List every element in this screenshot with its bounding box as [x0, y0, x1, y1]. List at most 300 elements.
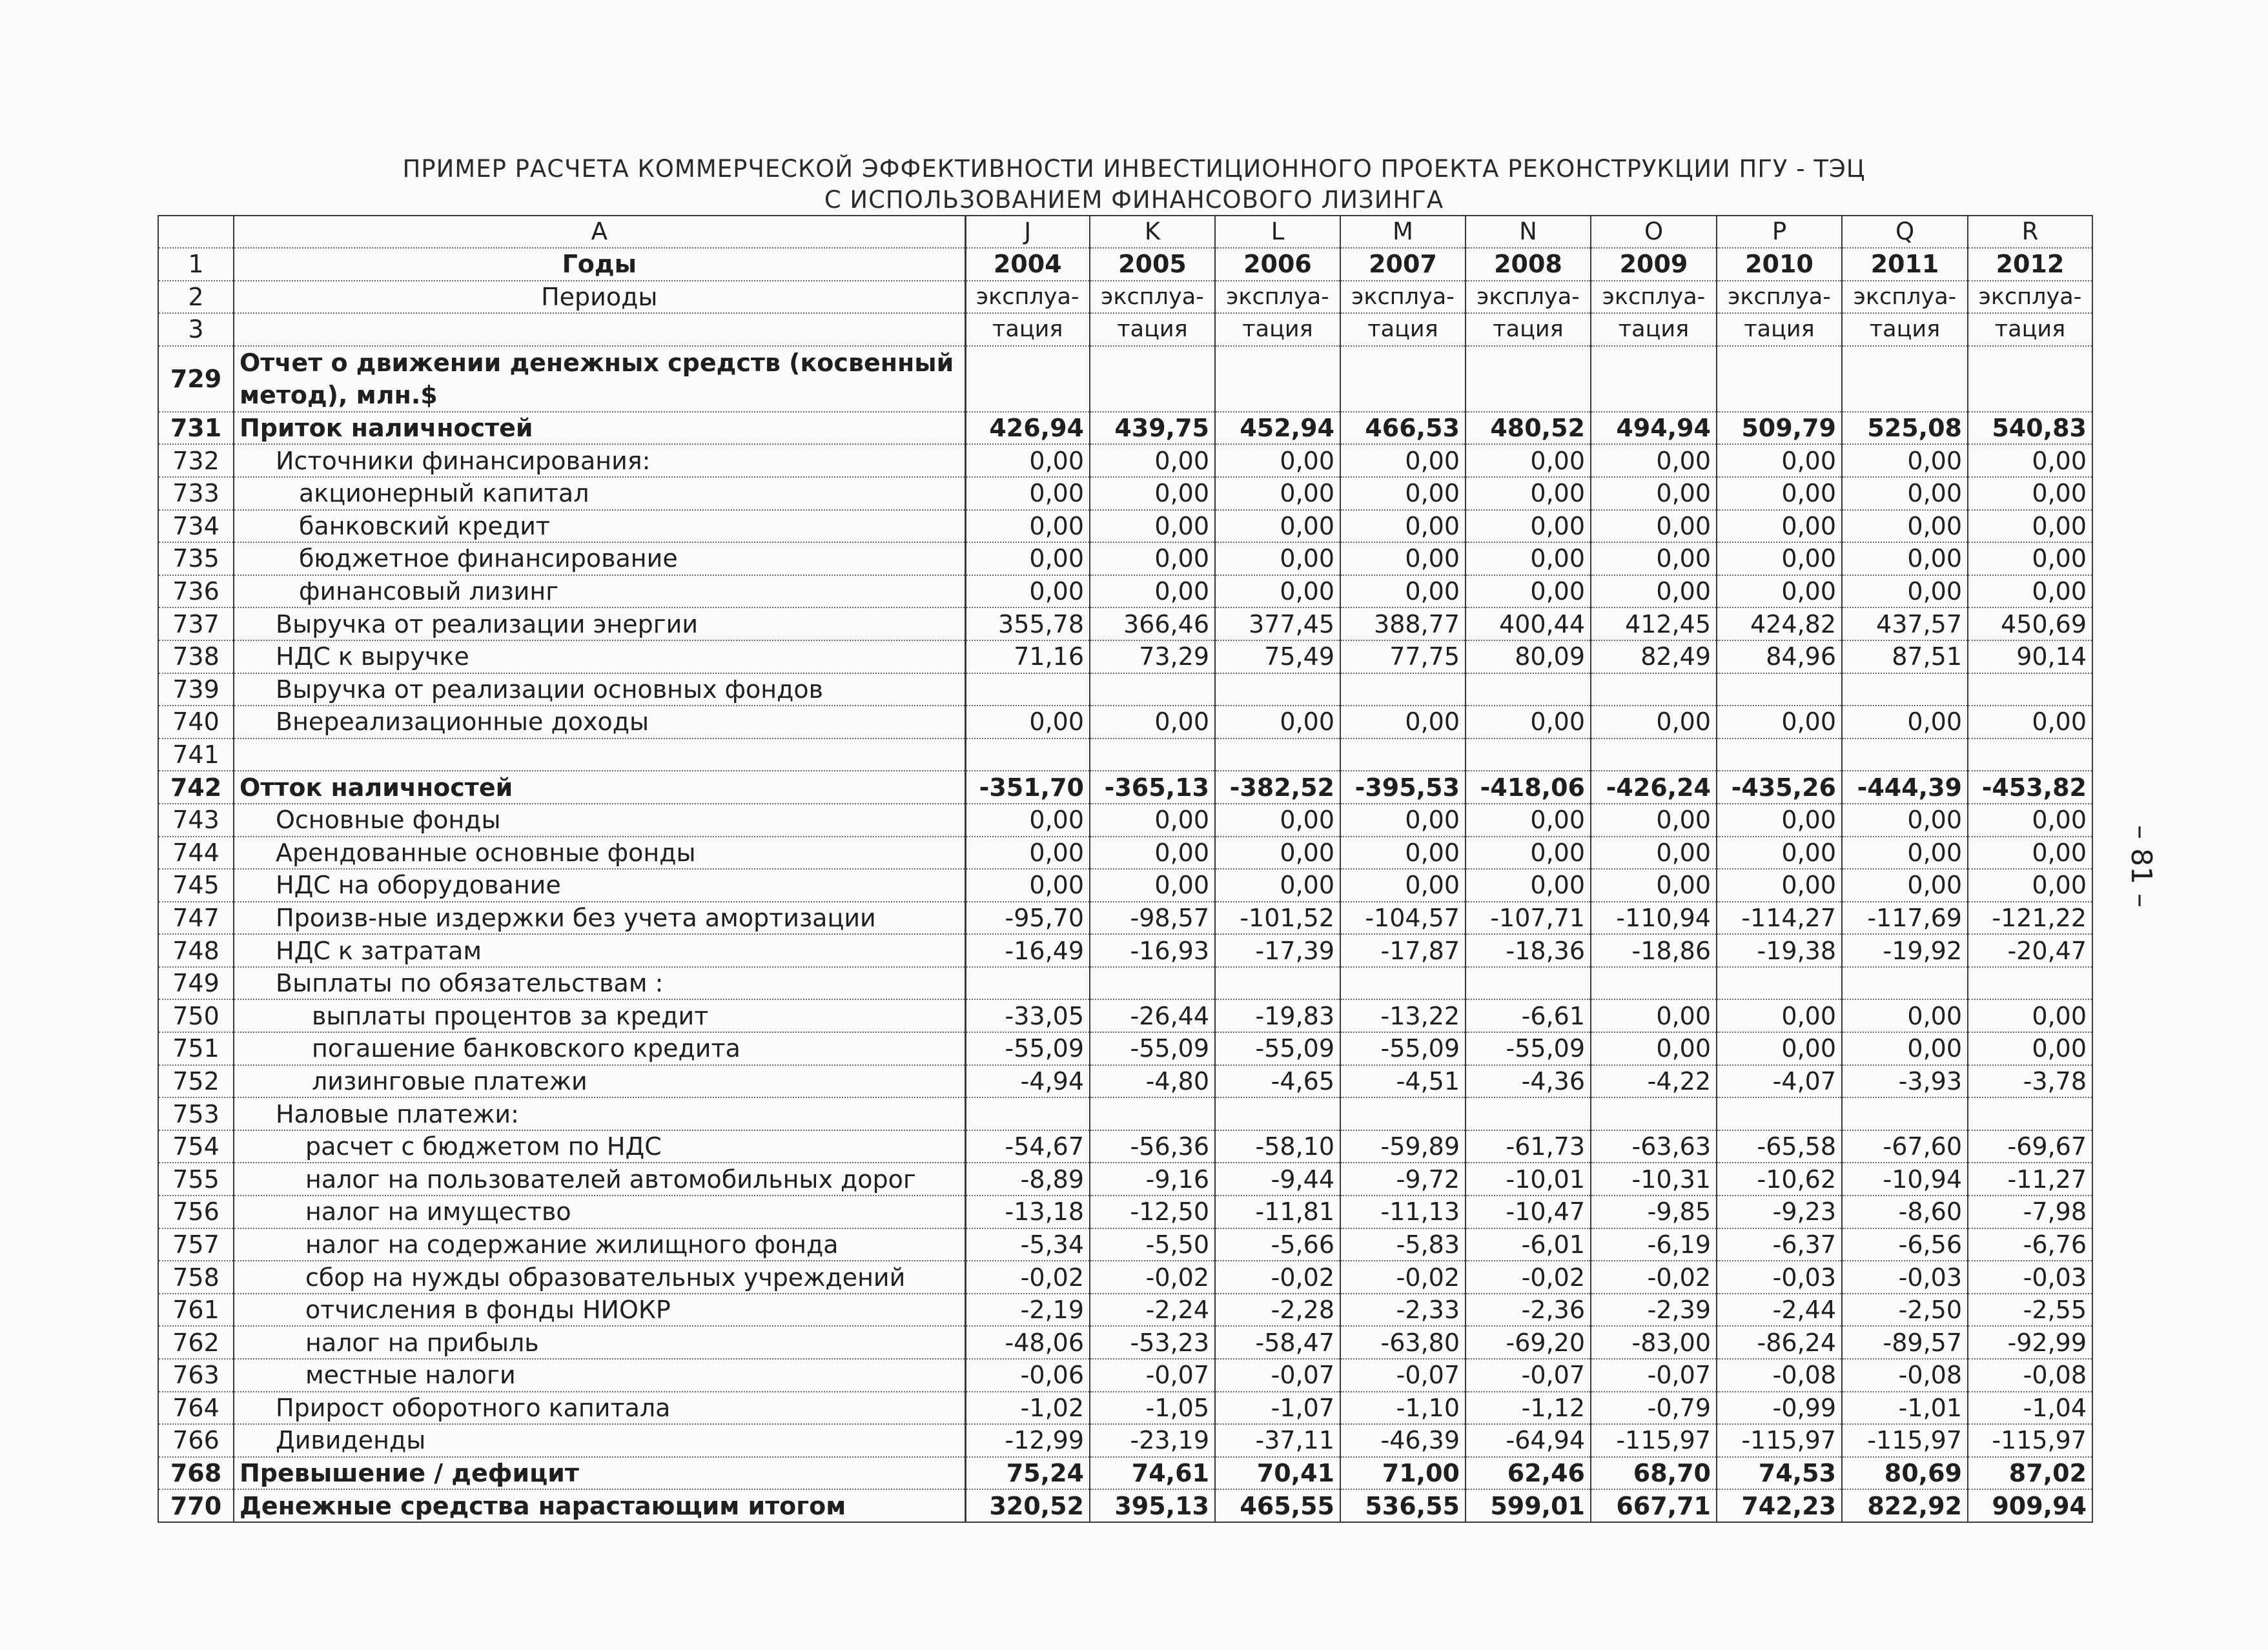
value-cell: 0,00 — [1466, 477, 1591, 510]
table-row — [158, 804, 2092, 837]
value-cell — [1968, 967, 2092, 1000]
value-cell — [1591, 967, 1717, 1000]
value-cell: 62,46 — [1466, 1457, 1591, 1490]
value-cell: 0,00 — [1842, 837, 1968, 870]
row-label: Дивиденды — [234, 1424, 965, 1457]
value-cell — [1215, 673, 1340, 706]
row-label: расчет с бюджетом по НДС — [234, 1130, 965, 1163]
value-cell: 0,00 — [1591, 869, 1717, 902]
value-cell: -5,66 — [1215, 1228, 1340, 1261]
year-cell: 2010 — [1717, 248, 1842, 281]
value-cell: 0,00 — [965, 542, 1090, 575]
value-cell: 0,00 — [1090, 477, 1215, 510]
value-cell: -5,50 — [1090, 1228, 1215, 1261]
value-cell: -6,19 — [1591, 1228, 1717, 1261]
value-cell: 494,94 — [1591, 412, 1717, 445]
year-cell: 2008 — [1466, 248, 1591, 281]
value-cell: 0,00 — [1466, 804, 1591, 837]
row-number: 752 — [158, 1065, 234, 1098]
value-cell: 0,00 — [1842, 510, 1968, 543]
value-cell: 450,69 — [1968, 607, 2092, 640]
value-cell: 0,00 — [1968, 706, 2092, 738]
value-cell: 68,70 — [1591, 1457, 1717, 1490]
value-cell: 82,49 — [1591, 640, 1717, 673]
row-label: банковский кредит — [234, 510, 965, 543]
value-cell: 73,29 — [1090, 640, 1215, 673]
value-cell: -2,39 — [1591, 1294, 1717, 1327]
value-cell: -58,47 — [1215, 1326, 1340, 1359]
value-cell: 0,00 — [1968, 510, 2092, 543]
value-cell: 0,00 — [1090, 837, 1215, 870]
value-cell — [965, 673, 1090, 706]
value-cell: -1,02 — [965, 1392, 1090, 1425]
value-cell: -0,08 — [1968, 1359, 2092, 1392]
value-cell — [1968, 346, 2092, 412]
value-cell: 0,00 — [1717, 542, 1842, 575]
value-cell — [1591, 673, 1717, 706]
table-row — [158, 869, 2092, 902]
value-cell: -8,89 — [965, 1163, 1090, 1196]
row-label: НДС на оборудование — [234, 869, 965, 902]
table-row — [158, 575, 2092, 608]
value-cell: 0,00 — [965, 510, 1090, 543]
value-cell: 0,00 — [1215, 477, 1340, 510]
value-cell: -1,01 — [1842, 1392, 1968, 1425]
value-cell: 0,00 — [1340, 837, 1466, 870]
row-label: бюджетное финансирование — [234, 542, 965, 575]
row-label: Выплаты по обязательствам : — [234, 967, 965, 1000]
value-cell: 0,00 — [1466, 869, 1591, 902]
period-cell: эксплуа- — [1842, 281, 1968, 314]
value-cell — [1968, 1097, 2092, 1130]
value-cell: 0,00 — [1215, 575, 1340, 608]
value-cell: 439,75 — [1090, 412, 1215, 445]
value-cell: 667,71 — [1591, 1489, 1717, 1522]
period-cell: тация — [1215, 313, 1340, 346]
row-label: Источники финансирования: — [234, 444, 965, 477]
value-cell: 84,96 — [1717, 640, 1842, 673]
value-cell: 0,00 — [1215, 869, 1340, 902]
value-cell: -2,28 — [1215, 1294, 1340, 1327]
period-cell: эксплуа- — [1717, 281, 1842, 314]
row-number: 733 — [158, 477, 234, 510]
value-cell: -1,12 — [1466, 1392, 1591, 1425]
value-cell — [1466, 967, 1591, 1000]
value-cell: 0,00 — [1591, 999, 1717, 1032]
row-label: налог на содержание жилищного фонда — [234, 1228, 965, 1261]
value-cell: -0,02 — [1215, 1261, 1340, 1294]
value-cell: -46,39 — [1340, 1424, 1466, 1457]
value-cell: 465,55 — [1215, 1489, 1340, 1522]
column-letter-q: Q — [1842, 216, 1968, 248]
value-cell: -10,94 — [1842, 1163, 1968, 1196]
row-label: налог на имущество — [234, 1196, 965, 1228]
column-letter-l: L — [1215, 216, 1340, 248]
value-cell: 0,00 — [1466, 444, 1591, 477]
year-cell: 2011 — [1842, 248, 1968, 281]
value-cell: -3,93 — [1842, 1065, 1968, 1098]
row-label: НДС к выручке — [234, 640, 965, 673]
table-row — [158, 1163, 2092, 1196]
row-number: 748 — [158, 934, 234, 967]
column-letters-row — [158, 216, 2092, 248]
years-row — [158, 248, 2092, 281]
row-number: 740 — [158, 706, 234, 738]
row-number: 3 — [158, 313, 234, 346]
row-number: 747 — [158, 902, 234, 935]
value-cell: -9,16 — [1090, 1163, 1215, 1196]
value-cell: 0,00 — [1968, 444, 2092, 477]
row-label: Периоды — [234, 281, 965, 314]
value-cell: 0,00 — [1968, 477, 2092, 510]
value-cell: -444,39 — [1842, 771, 1968, 804]
value-cell: -69,67 — [1968, 1130, 2092, 1163]
value-cell: 74,61 — [1090, 1457, 1215, 1490]
value-cell: -10,62 — [1717, 1163, 1842, 1196]
value-cell: 0,00 — [1591, 1032, 1717, 1065]
row-label: выплаты процентов за кредит — [234, 999, 965, 1032]
period-cell: эксплуа- — [1340, 281, 1466, 314]
value-cell: 0,00 — [1090, 869, 1215, 902]
value-cell: 412,45 — [1591, 607, 1717, 640]
value-cell: 355,78 — [965, 607, 1090, 640]
value-cell: 377,45 — [1215, 607, 1340, 640]
value-cell — [1591, 346, 1717, 412]
row-label: Превышение / дефицит — [234, 1457, 965, 1490]
value-cell: 0,00 — [1090, 444, 1215, 477]
row-label: Внереализационные доходы — [234, 706, 965, 738]
value-cell: -12,50 — [1090, 1196, 1215, 1228]
value-cell: -95,70 — [965, 902, 1090, 935]
value-cell — [1466, 673, 1591, 706]
value-cell: -11,27 — [1968, 1163, 2092, 1196]
value-cell: 0,00 — [1842, 999, 1968, 1032]
value-cell: 480,52 — [1466, 412, 1591, 445]
value-cell: -53,23 — [1090, 1326, 1215, 1359]
value-cell: -101,52 — [1215, 902, 1340, 935]
value-cell: -64,94 — [1466, 1424, 1591, 1457]
value-cell: -2,33 — [1340, 1294, 1466, 1327]
value-cell: 0,00 — [1215, 706, 1340, 738]
column-letter-o: O — [1591, 216, 1717, 248]
value-cell: -0,06 — [965, 1359, 1090, 1392]
row-number: 755 — [158, 1163, 234, 1196]
row-number: 735 — [158, 542, 234, 575]
value-cell — [1340, 673, 1466, 706]
row-label: погашение банковского кредита — [234, 1032, 965, 1065]
value-cell: 80,09 — [1466, 640, 1591, 673]
table-row — [158, 477, 2092, 510]
value-cell: 80,69 — [1842, 1457, 1968, 1490]
value-cell: 0,00 — [1717, 804, 1842, 837]
row-label: Наловые платежи: — [234, 1097, 965, 1130]
row-number: 770 — [158, 1489, 234, 1522]
row-number: 757 — [158, 1228, 234, 1261]
value-cell: 0,00 — [1340, 706, 1466, 738]
value-cell: 0,00 — [1340, 542, 1466, 575]
table-row — [158, 967, 2092, 1000]
row-label: Отчет о движении денежных средств (косвенный метод), млн.$ — [234, 346, 965, 412]
row-number: 768 — [158, 1457, 234, 1490]
value-cell: -0,07 — [1340, 1359, 1466, 1392]
table-row — [158, 412, 2092, 445]
table-row — [158, 1294, 2092, 1327]
value-cell — [1090, 967, 1215, 1000]
row-number: 744 — [158, 837, 234, 870]
value-cell: 0,00 — [1717, 477, 1842, 510]
value-cell: 0,00 — [1090, 804, 1215, 837]
value-cell: -59,89 — [1340, 1130, 1466, 1163]
value-cell: -0,07 — [1090, 1359, 1215, 1392]
value-cell — [1466, 346, 1591, 412]
value-cell: -2,36 — [1466, 1294, 1591, 1327]
row-label: местные налоги — [234, 1359, 965, 1392]
row-label: Основные фонды — [234, 804, 965, 837]
table-row — [158, 640, 2092, 673]
row-label — [234, 738, 965, 771]
value-cell: -0,03 — [1842, 1261, 1968, 1294]
value-cell: 0,00 — [1968, 804, 2092, 837]
value-cell: -16,49 — [965, 934, 1090, 967]
row-label: Приток наличностей — [234, 412, 965, 445]
value-cell — [1591, 738, 1717, 771]
period-cell: тация — [1340, 313, 1466, 346]
table-row — [158, 607, 2092, 640]
value-cell: 742,23 — [1717, 1489, 1842, 1522]
row-number: 736 — [158, 575, 234, 608]
value-cell: -1,10 — [1340, 1392, 1466, 1425]
value-cell: 0,00 — [1968, 869, 2092, 902]
value-cell: 424,82 — [1717, 607, 1842, 640]
row-number: 766 — [158, 1424, 234, 1457]
value-cell: 395,13 — [1090, 1489, 1215, 1522]
value-cell: -63,63 — [1591, 1130, 1717, 1163]
value-cell: -2,55 — [1968, 1294, 2092, 1327]
row-label: НДС к затратам — [234, 934, 965, 967]
value-cell: -435,26 — [1717, 771, 1842, 804]
value-cell: -4,80 — [1090, 1065, 1215, 1098]
value-cell: 599,01 — [1466, 1489, 1591, 1522]
value-cell: -18,86 — [1591, 934, 1717, 967]
value-cell: 0,00 — [1215, 837, 1340, 870]
corner-cell — [158, 216, 234, 248]
value-cell: -86,24 — [1717, 1326, 1842, 1359]
value-cell: -2,44 — [1717, 1294, 1842, 1327]
value-cell: -67,60 — [1842, 1130, 1968, 1163]
value-cell — [965, 1097, 1090, 1130]
value-cell: -6,01 — [1466, 1228, 1591, 1261]
period-cell: эксплуа- — [1090, 281, 1215, 314]
row-label: финансовый лизинг — [234, 575, 965, 608]
value-cell: 0,00 — [965, 706, 1090, 738]
value-cell — [1215, 1097, 1340, 1130]
row-number: 761 — [158, 1294, 234, 1327]
value-cell: 0,00 — [1466, 706, 1591, 738]
table-row — [158, 999, 2092, 1032]
value-cell: 0,00 — [1717, 1032, 1842, 1065]
value-cell — [1591, 1097, 1717, 1130]
value-cell: -12,99 — [965, 1424, 1090, 1457]
value-cell: 0,00 — [1842, 804, 1968, 837]
value-cell — [1215, 738, 1340, 771]
year-cell: 2006 — [1215, 248, 1340, 281]
value-cell: -13,18 — [965, 1196, 1090, 1228]
value-cell: -0,02 — [965, 1261, 1090, 1294]
value-cell — [1340, 738, 1466, 771]
value-cell: 0,00 — [965, 869, 1090, 902]
value-cell: 0,00 — [1591, 804, 1717, 837]
value-cell — [1090, 673, 1215, 706]
value-cell: -2,50 — [1842, 1294, 1968, 1327]
value-cell: -6,56 — [1842, 1228, 1968, 1261]
value-cell — [1968, 738, 2092, 771]
table-row — [158, 1097, 2092, 1130]
value-cell — [1717, 346, 1842, 412]
value-cell: 0,00 — [1340, 869, 1466, 902]
value-cell: -33,05 — [965, 999, 1090, 1032]
value-cell: 536,55 — [1340, 1489, 1466, 1522]
table-row — [158, 1489, 2092, 1522]
value-cell — [1466, 1097, 1591, 1130]
table-row — [158, 706, 2092, 738]
value-cell: -426,24 — [1591, 771, 1717, 804]
period-cell: тация — [965, 313, 1090, 346]
value-cell: 0,00 — [1842, 575, 1968, 608]
column-letter-m: M — [1340, 216, 1466, 248]
value-cell: -5,83 — [1340, 1228, 1466, 1261]
row-label: акционерный капитал — [234, 477, 965, 510]
year-cell: 2007 — [1340, 248, 1466, 281]
row-number: 751 — [158, 1032, 234, 1065]
value-cell: -2,19 — [965, 1294, 1090, 1327]
value-cell: 0,00 — [1842, 706, 1968, 738]
value-cell: 388,77 — [1340, 607, 1466, 640]
value-cell: -56,36 — [1090, 1130, 1215, 1163]
value-cell: -121,22 — [1968, 902, 2092, 935]
value-cell: -4,22 — [1591, 1065, 1717, 1098]
value-cell: 87,02 — [1968, 1457, 2092, 1490]
value-cell — [1842, 346, 1968, 412]
value-cell: -7,98 — [1968, 1196, 2092, 1228]
period-cell: тация — [1090, 313, 1215, 346]
value-cell: 0,00 — [1090, 575, 1215, 608]
value-cell: -365,13 — [1090, 771, 1215, 804]
value-cell: 0,00 — [1340, 444, 1466, 477]
value-cell: 71,16 — [965, 640, 1090, 673]
value-cell — [1090, 738, 1215, 771]
value-cell: -0,02 — [1340, 1261, 1466, 1294]
value-cell: -107,71 — [1466, 902, 1591, 935]
value-cell — [1842, 673, 1968, 706]
value-cell: 0,00 — [1466, 542, 1591, 575]
table-row — [158, 542, 2092, 575]
row-number: 1 — [158, 248, 234, 281]
value-cell: 452,94 — [1215, 412, 1340, 445]
period-cell: эксплуа- — [1591, 281, 1717, 314]
table-row — [158, 1032, 2092, 1065]
value-cell: -0,07 — [1591, 1359, 1717, 1392]
value-cell: 426,94 — [965, 412, 1090, 445]
column-letter-n: N — [1466, 216, 1591, 248]
table-row — [158, 1392, 2092, 1425]
value-cell: -19,83 — [1215, 999, 1340, 1032]
row-number: 741 — [158, 738, 234, 771]
column-letter-r: R — [1968, 216, 2092, 248]
value-cell: -0,79 — [1591, 1392, 1717, 1425]
table-row — [158, 1228, 2092, 1261]
value-cell: -4,51 — [1340, 1065, 1466, 1098]
value-cell: -11,13 — [1340, 1196, 1466, 1228]
table-row — [158, 902, 2092, 935]
row-number: 745 — [158, 869, 234, 902]
value-cell: -37,11 — [1215, 1424, 1340, 1457]
column-letter-p: P — [1717, 216, 1842, 248]
value-cell: 0,00 — [1215, 542, 1340, 575]
value-cell: -10,01 — [1466, 1163, 1591, 1196]
table-row — [158, 1196, 2092, 1228]
value-cell: 0,00 — [1842, 444, 1968, 477]
value-cell: 366,46 — [1090, 607, 1215, 640]
value-cell: -9,23 — [1717, 1196, 1842, 1228]
value-cell: -6,76 — [1968, 1228, 2092, 1261]
value-cell: 0,00 — [1842, 869, 1968, 902]
value-cell — [1215, 967, 1340, 1000]
row-label — [234, 313, 965, 346]
value-cell: 0,00 — [1090, 542, 1215, 575]
table-row — [158, 1065, 2092, 1098]
value-cell — [1340, 967, 1466, 1000]
row-label: лизинговые платежи — [234, 1065, 965, 1098]
value-cell: 0,00 — [1717, 706, 1842, 738]
value-cell: 0,00 — [1842, 1032, 1968, 1065]
value-cell: 0,00 — [1340, 510, 1466, 543]
value-cell: -83,00 — [1591, 1326, 1717, 1359]
row-label: Прирост оборотного капитала — [234, 1392, 965, 1425]
value-cell: 0,00 — [1842, 542, 1968, 575]
value-cell: -2,24 — [1090, 1294, 1215, 1327]
value-cell: -104,57 — [1340, 902, 1466, 935]
value-cell: -92,99 — [1968, 1326, 2092, 1359]
period-cell: эксплуа- — [965, 281, 1090, 314]
period-cell: тация — [1968, 313, 2092, 346]
row-number: 731 — [158, 412, 234, 445]
value-cell: -9,85 — [1591, 1196, 1717, 1228]
value-cell: -55,09 — [1466, 1032, 1591, 1065]
value-cell: 74,53 — [1717, 1457, 1842, 1490]
table-row — [158, 1424, 2092, 1457]
value-cell: -6,61 — [1466, 999, 1591, 1032]
value-cell: -58,10 — [1215, 1130, 1340, 1163]
value-cell: -54,67 — [965, 1130, 1090, 1163]
value-cell: -19,92 — [1842, 934, 1968, 967]
row-label: налог на пользователей автомобильных дорог — [234, 1163, 965, 1196]
value-cell: -19,38 — [1717, 934, 1842, 967]
table-row — [158, 1130, 2092, 1163]
row-label: Произв-ные издержки без учета амортизации — [234, 902, 965, 935]
value-cell: -55,09 — [1215, 1032, 1340, 1065]
row-number: 750 — [158, 999, 234, 1032]
value-cell: 0,00 — [1340, 575, 1466, 608]
value-cell: -89,57 — [1842, 1326, 1968, 1359]
row-label: отчисления в фонды НИОКР — [234, 1294, 965, 1327]
period-top-row — [158, 281, 2092, 314]
value-cell: 70,41 — [1215, 1457, 1340, 1490]
row-label: Выручка от реализации энергии — [234, 607, 965, 640]
row-number: 737 — [158, 607, 234, 640]
value-cell: -453,82 — [1968, 771, 2092, 804]
value-cell: -0,99 — [1717, 1392, 1842, 1425]
value-cell: 0,00 — [1968, 999, 2092, 1032]
